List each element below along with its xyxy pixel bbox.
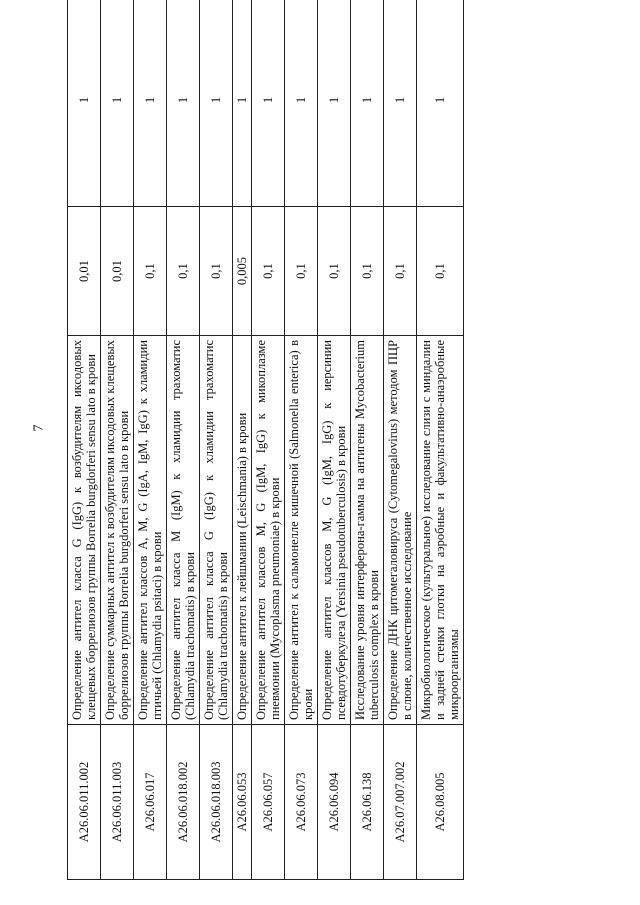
table-row [417,0,464,880]
cell-coef: 0,1 [285,207,318,336]
cell-qty: 1 [101,0,134,207]
cell-coef: 0,1 [252,207,285,336]
cell-qty: 1 [384,0,417,207]
cell-coef: 0,1 [134,207,167,336]
cell-name: Определение антител к сальмонелле кишечной (Salmonella enterica) в крови [285,336,318,725]
cell-qty: 1 [134,0,167,207]
cell-code: A26.06.018.003 [200,725,233,880]
cell-code: A26.06.011.002 [68,725,101,880]
table-row [384,0,417,880]
cell-coef: 0,1 [167,207,200,336]
cell-qty: 1 [233,0,252,207]
cell-name: Определение ДНК цитомегаловируса (Cytomegalovirus) методом ПЦР в слюне, количественное исследование [384,336,417,725]
cell-code: A26.06.011.003 [101,725,134,880]
table-row [101,0,134,880]
cell-coef: 0,1 [384,207,417,336]
cell-qty: 1 [68,0,101,207]
cell-name: Определение антител классов M, G (IgM, IgG) к иерсинии псевдотуберкулеза (Yersinia pseudotuberculosis) в крови [318,336,351,725]
cell-code: A26.06.018.002 [167,725,200,880]
cell-name: Определение антител классов M, G (IgM, IgG) к микоплазме пневмонии (Mycoplasma pneumoniae) в крови [252,336,285,725]
cell-code: A26.06.094 [318,725,351,880]
services-table [67,0,464,880]
cell-qty: 1 [200,0,233,207]
cell-name: Определение антител класса M (IgM) к хламидии трахоматис (Chlamydia trachomatis) в крови [167,336,200,725]
cell-qty: 1 [252,0,285,207]
cell-name: Исследование уровня интерферона-гамма на антигены Mycobacterium tuberculosis complex в крови [351,336,384,725]
page-number: 7 [31,424,47,432]
cell-qty: 1 [417,0,464,207]
table-row [200,0,233,880]
cell-code: A26.06.057 [252,725,285,880]
rotated-table-container [67,30,610,880]
cell-code: A26.07.007.002 [384,725,417,880]
cell-code: A26.06.138 [351,725,384,880]
cell-name: Определение антител класса G (IgG) к возбудителям иксодовых клещевых боррелиозов группы Borrelia burgdorferi sensu lato в крови [68,336,101,725]
cell-qty: 1 [285,0,318,207]
table-row [233,0,252,880]
cell-coef: 0,1 [417,207,464,336]
cell-qty: 1 [167,0,200,207]
cell-name: Определение антител класса G (IgG) к хламидии трахоматис (Chlamydia trachomatis) в крови [200,336,233,725]
table-row [68,0,101,880]
table-row [351,0,384,880]
table-row [285,0,318,880]
cell-code: A26.08.005 [417,725,464,880]
cell-coef: 0,01 [68,207,101,336]
table-row [134,0,167,880]
cell-coef: 0,01 [101,207,134,336]
cell-code: A26.06.017 [134,725,167,880]
table-row [252,0,285,880]
cell-coef: 0,1 [318,207,351,336]
table-row [167,0,200,880]
cell-name: Микробиологическое (культуральное) исследование слизи с миндалин и задней стенки глотки на аэробные и факультативно-анаэробные микроорганизмы [417,336,464,725]
cell-coef: 0,1 [200,207,233,336]
cell-name: Определение суммарных антител к возбудителям иксодовых клещевых боррелиозов группы Borrelia burgdorferi sensu lato в крови [101,336,134,725]
cell-name: Определение антител к лейшмании (Leischmania) в крови [233,336,252,725]
cell-name: Определение антител классов A, M, G (IgA, IgM, IgG) к хламидии птичьей (Chlamydia psitaci) в крови [134,336,167,725]
cell-coef: 0,1 [351,207,384,336]
cell-code: A26.06.073 [285,725,318,880]
table-row [318,0,351,880]
cell-qty: 1 [351,0,384,207]
cell-code: A26.06.053 [233,725,252,880]
cell-coef: 0,005 [233,207,252,336]
cell-qty: 1 [318,0,351,207]
